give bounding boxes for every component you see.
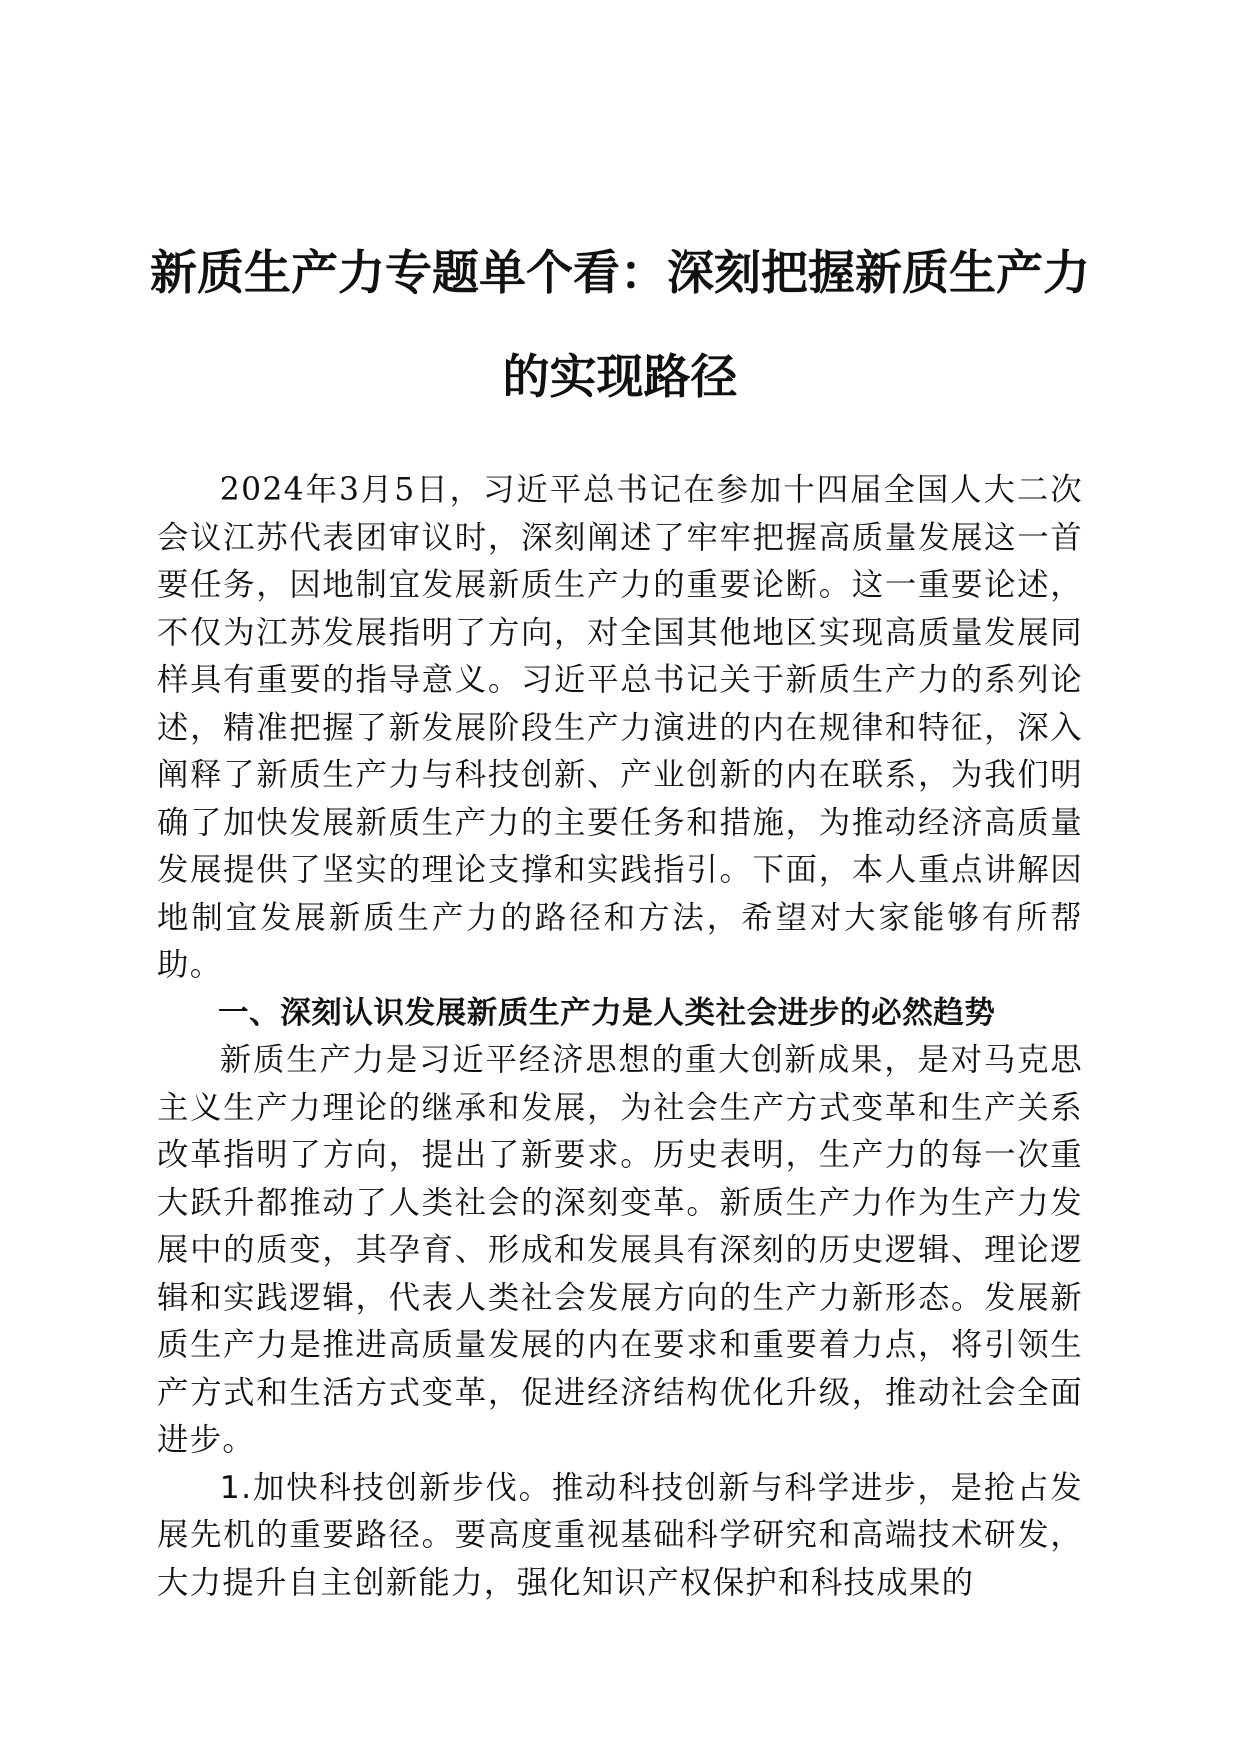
intro-paragraph: 2024年3月5日，习近平总书记在参加十四届全国人大二次会议江苏代表团审议时，深刻阐述了牢牢把握高质量发展这一首要任务，因地制宜发展新质生产力的重要论断。这一重要论述，不仅为江苏发展指明了方向，对全国其他地区实现高质量发展同样具有重要的指导意义。习近平总书记关于新质生产力的系列论述，精准把握了新发展阶段生产力演进的内在规律和特征，深入阐释了新质生产力与科技创新、产业创新的内在联系，为我们明确了加快发展新质生产力的主要任务和措施，为推动经济高质量发展提供了坚实的理论支撑和实践指引。下面，本人重点讲解因地制宜发展新质生产力的路径和方法，希望对大家能够有所帮助。 — [157, 472, 1083, 983]
subsection-text: 推动科技创新与科学进步，是抢占发展先机的重要路径。要高度重视基础科学研究和高端技术研发，大力提升自主创新能力，强化知识产权保护和科技成果的 — [157, 1469, 1083, 1601]
subsection-lead: 1.加快科技创新步伐。 — [219, 1469, 552, 1506]
document-title: 新质生产力专题单个看：深刻把握新质生产力的实现路径 — [150, 246, 1090, 405]
section-heading: 一、深刻认识发展新质生产力是人类社会进步的必然趋势 — [218, 995, 996, 1031]
document-body — [157, 467, 1083, 1607]
subsection-paragraph — [157, 1465, 1083, 1608]
section-paragraph: 新质生产力是习近平经济思想的重大创新成果，是对马克思主义生产力理论的继承和发展，为社会生产方式变革和生产关系改革指明了方向，提出了新要求。历史表明，生产力的每一次重大跃升都推动了人类社会的深刻变革。新质生产力作为生产力发展中的质变，其孕育、形成和发展具有深刻的历史逻辑、理论逻辑和实践逻辑，代表人类社会发展方向的生产力新形态。发展新质生产力是推进高质量发展的内在要求和重要着力点，将引领生产方式和生活方式变革，促进经济结构优化升级，推动社会全面进步。 — [157, 1042, 1083, 1458]
